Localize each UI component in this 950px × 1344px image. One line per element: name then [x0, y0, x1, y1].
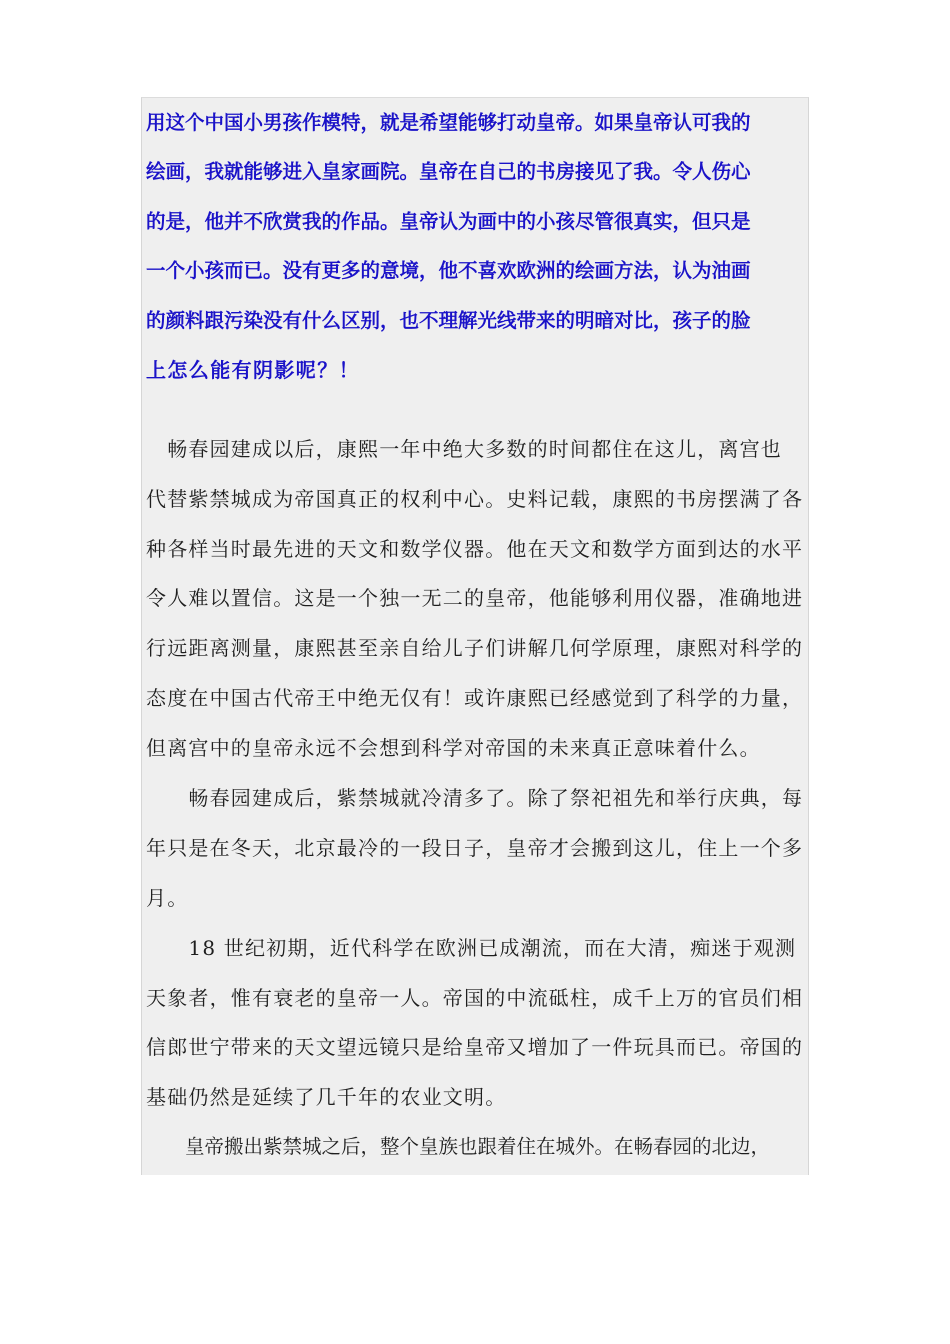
text-line: 皇帝搬出紫禁城之后，整个皇族也跟着住在城外。在畅春园的北边，	[146, 1135, 771, 1158]
text-line: 行远距离测量，康熙甚至亲自给儿子们讲解几何学原理，康熙对科学的	[146, 636, 804, 660]
text-line: 的是，他并不欣赏我的作品。皇帝认为画中的小孩尽管很真实，但只是	[146, 210, 751, 233]
text-line: 的颜料跟污染没有什么区别，也不理解光线带来的明暗对比，孩子的脸	[146, 309, 751, 332]
document-text-block	[141, 97, 809, 1175]
text-line: 上怎么能有阴影呢？！	[146, 358, 360, 382]
text-line: 信郎世宁带来的天文望远镜只是给皇帝又增加了一件玩具而已。帝国的	[146, 1035, 804, 1059]
text-line: 一个小孩而已。没有更多的意境，他不喜欢欧洲的绘画方法，认为油画	[146, 259, 751, 282]
text-line: 畅春园建成以后，康熙一年中绝大多数的时间都住在这儿，离宫也	[146, 437, 782, 461]
text-line: 代替紫禁城成为帝国真正的权利中心。史料记载，康熙的书房摆满了各	[146, 487, 804, 511]
text-line: 态度在中国古代帝王中绝无仅有！或许康熙已经感觉到了科学的力量，	[146, 686, 804, 710]
text-line: 月。	[146, 886, 189, 910]
text-line: 令人难以置信。这是一个独一无二的皇帝，他能够利用仪器，准确地进	[146, 586, 804, 610]
text-line: 用这个中国小男孩作模特，就是希望能够打动皇帝。如果皇帝认可我的	[146, 111, 751, 134]
text-line: 基础仍然是延续了几千年的农业文明。	[146, 1085, 507, 1109]
text-line: 畅春园建成后，紫禁城就冷清多了。除了祭祀祖先和举行庆典，每	[146, 786, 804, 810]
text-line: 天象者，惟有衰老的皇帝一人。帝国的中流砥柱，成千上万的官员们相	[146, 986, 804, 1010]
text-line: 绘画，我就能够进入皇家画院。皇帝在自己的书房接见了我。令人伤心	[146, 160, 751, 183]
text-line: 18 世纪初期，近代科学在欧洲已成潮流，而在大清，痴迷于观测	[146, 936, 797, 960]
text-line: 但离宫中的皇帝永远不会想到科学对帝国的未来真正意味着什么。	[146, 736, 761, 760]
text-line: 种各样当时最先进的天文和数学仪器。他在天文和数学方面到达的水平	[146, 537, 804, 561]
text-line: 年只是在冬天，北京最冷的一段日子，皇帝才会搬到这儿，住上一个多	[146, 836, 804, 860]
